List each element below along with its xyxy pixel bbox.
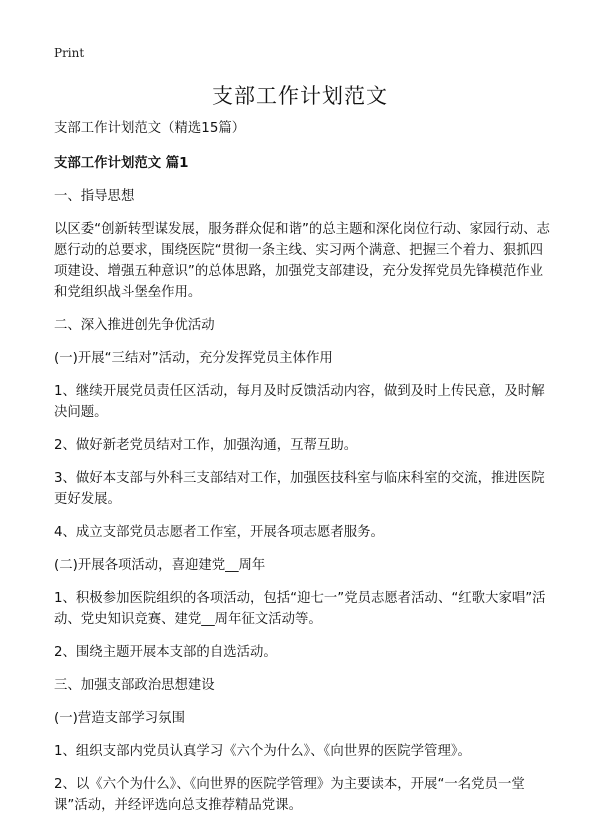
print-link[interactable]: Print <box>54 46 85 60</box>
section-heading: 支部工作计划范文 篇1 <box>54 156 189 171</box>
document-subtitle: 支部工作计划范文（精选15篇） <box>54 121 246 136</box>
paragraph-subsection-one: (一)开展“三结对”活动，充分发挥党员主体作用 <box>54 351 333 366</box>
paragraph-guiding-ideology: 一、指导思想 <box>54 189 135 204</box>
paragraph-item-1: 1、继续开展党员责任区活动，每月及时反馈活动内容，做到及时上传民意，及时解决问题。 <box>54 384 545 420</box>
page-title: 支部工作计划范文 <box>212 84 388 108</box>
paragraph-item-3: 3、做好本支部与外科三支部结对工作，加强医技科室与临床科室的交流，推进医院更好发展。 <box>54 471 545 507</box>
paragraph-section-two: 二、深入推进创先争优活动 <box>54 318 215 333</box>
document-body <box>54 118 550 828</box>
paragraph-item-4: 4、成立支部党员志愿者工作室，开展各项志愿者服务。 <box>54 525 384 540</box>
paragraph-guiding-ideology-body: 以区委“创新转型谋发展，服务群众促和谐”的总主题和深化岗位行动、家园行动、志愿行动的总要求，围绕医院“贯彻一条主线、实习两个满意、把握三个着力、狠抓四项建设、增强五种意识”的总体思路，加强党支部建设，充分发挥党员先锋模范作业和党组织战斗堡垒作用。 <box>54 222 550 300</box>
paragraph-activity-1: 1、积极参加医院组织的各项活动，包括“迎七一”党员志愿者活动、“红歌大家唱”活动、党史知识竞赛、建党__周年征文活动等。 <box>54 591 546 627</box>
paragraph-item-2: 2、做好新老党员结对工作，加强沟通，互帮互助。 <box>54 438 358 453</box>
paragraph-activity-2: 2、围绕主题开展本支部的自选活动。 <box>54 645 277 660</box>
paragraph-study-1: 1、组织支部内党员认真学习《六个为什么》、《向世界的医院学管理》。 <box>54 744 471 759</box>
paragraph-study-atmosphere: (一)营造支部学习氛围 <box>54 711 185 726</box>
paragraph-subsection-two: (二)开展各项活动，喜迎建党__周年 <box>54 558 266 573</box>
paragraph-section-three: 三、加强支部政治思想建设 <box>54 678 215 693</box>
paragraph-study-2: 2、以《六个为什么》、《向世界的医院学管理》为主要读本，开展“一名党员一堂课”活动，并经评选向总支推荐精品党课。 <box>54 777 525 813</box>
